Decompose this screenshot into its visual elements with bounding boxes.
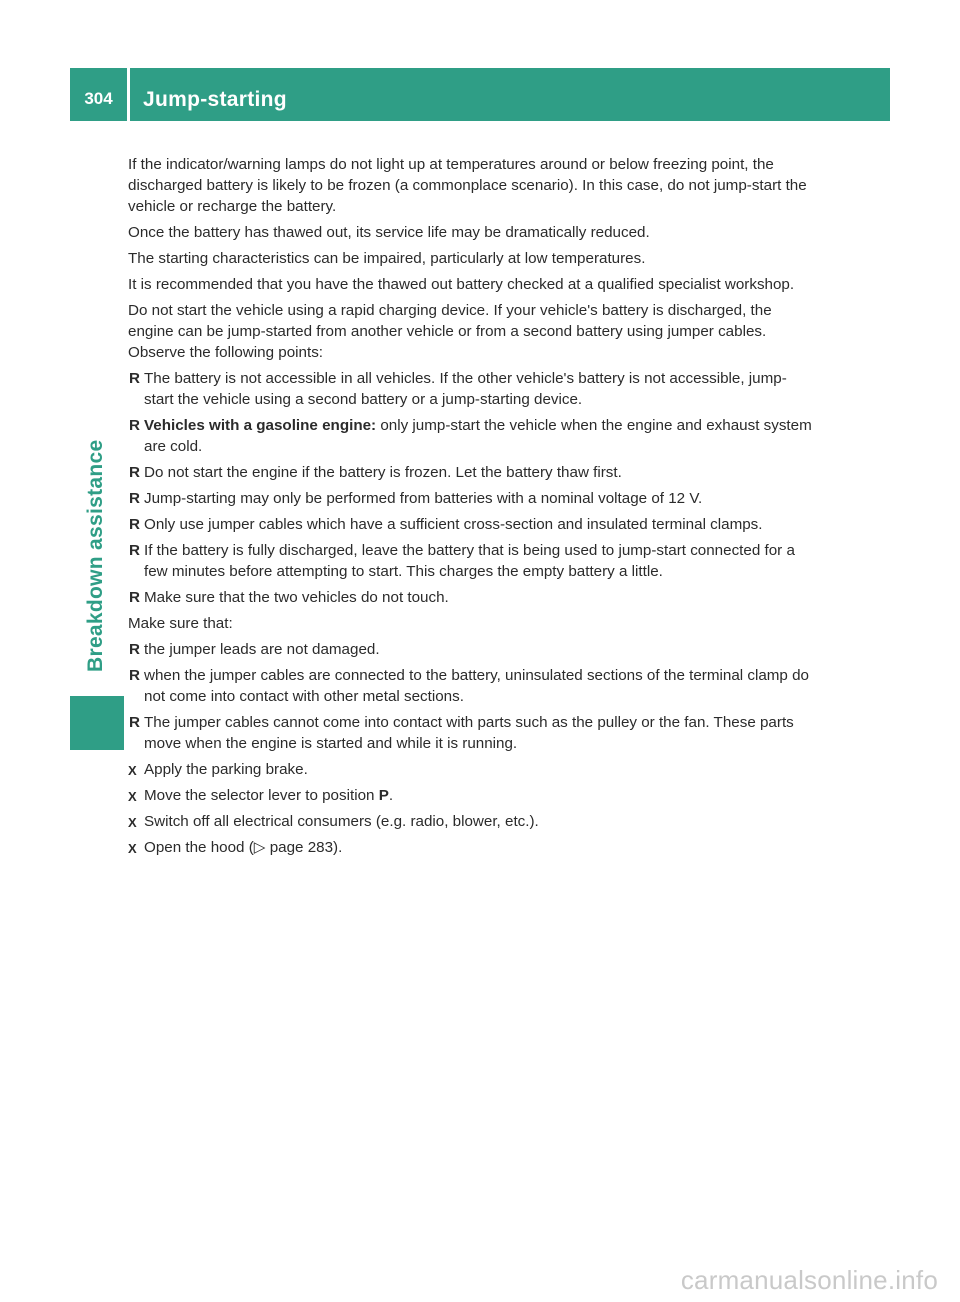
bullet-text: only jump-start the vehicle when the engine and exhaust system are cold.: [144, 417, 812, 455]
bullet-item: [128, 514, 814, 535]
header-divider: [127, 68, 130, 121]
bullet-item: [128, 587, 814, 608]
paragraph: Once the battery has thawed out, its service life may be dramatically reduced.: [128, 224, 650, 241]
bullet-text: Do not start the engine if the battery is frozen. Let the battery thaw first.: [144, 464, 622, 481]
bullet-text: Make sure that the two vehicles do not touch.: [144, 589, 449, 606]
page-reference-icon[interactable]: ▷: [253, 839, 266, 856]
bullet-marker: R: [129, 714, 140, 731]
bullet-item: [128, 415, 814, 457]
bullet-marker: R: [129, 542, 140, 559]
bullet-text: If the battery is fully discharged, leave the battery that is being used to jump-start connected for a few minutes before attempting to start. This charges the empty battery a little.: [144, 542, 795, 580]
bullet-item: [128, 639, 814, 660]
bullet-marker: R: [129, 589, 140, 606]
bullet-marker: R: [129, 464, 140, 481]
bullet-marker: R: [129, 516, 140, 533]
bullet-marker: R: [129, 490, 140, 507]
step-marker-icon: X: [128, 763, 137, 778]
bullet-marker: R: [129, 641, 140, 658]
step-text: Apply the parking brake.: [144, 761, 308, 778]
step-text: Switch off all electrical consumers (e.g. radio, blower, etc.).: [144, 813, 539, 830]
step-item: [128, 759, 814, 780]
bullet-text: The jumper cables cannot come into contact with parts such as the pulley or the fan. These parts move when the engine is started and while it is running.: [144, 714, 794, 752]
bullet-item: [128, 665, 814, 707]
watermark: carmanualsonline.info: [680, 1265, 938, 1295]
step-marker-icon: X: [128, 789, 137, 804]
header-bar: [70, 68, 890, 121]
paragraph: The starting characteristics can be impaired, particularly at low temperatures.: [128, 250, 646, 267]
paragraph: Do not start the vehicle using a rapid charging device. If your vehicle's battery is discharged, the engine can be jump-started from another vehicle or from a second battery using jumper cables. Observe the following points:: [128, 302, 772, 361]
step-text: Open the hood (: [144, 839, 254, 856]
bullet-marker: R: [129, 667, 140, 684]
subheading: Make sure that:: [128, 615, 233, 632]
bullet-text: the jumper leads are not damaged.: [144, 641, 380, 658]
paragraph: If the indicator/warning lamps do not light up at temperatures around or below freezing point, the discharged battery is likely to be frozen (a commonplace scenario). In this case, do not jump-start the vehicle or recharge the battery.: [128, 156, 807, 215]
bullet-text: Only use jumper cables which have a sufficient cross-section and insulated terminal clamps.: [144, 516, 763, 533]
bullet-bold-lead: Vehicles with a gasoline engine:: [144, 417, 377, 434]
bullet-item: [128, 712, 814, 754]
bullet-item: [128, 488, 814, 509]
side-tab-marker: [70, 696, 124, 750]
bullet-text: when the jumper cables are connected to the battery, uninsulated sections of the terminal clamp do not come into contact with other metal sections.: [144, 667, 809, 705]
step-item: [128, 811, 814, 832]
step-item: [128, 785, 814, 806]
step-text-end: .: [388, 787, 394, 804]
page-number: 304: [84, 88, 113, 108]
bullet-item: [128, 368, 814, 410]
step-marker-icon: X: [128, 815, 137, 830]
step-item: [128, 837, 814, 858]
bullet-item: [128, 462, 814, 483]
paragraph: It is recommended that you have the thawed out battery checked at a qualified specialist workshop.: [128, 276, 795, 293]
bullet-item: [128, 540, 814, 582]
bullet-text: Jump-starting may only be performed from batteries with a nominal voltage of 12 V.: [144, 490, 703, 507]
position-p: P: [378, 787, 389, 804]
content-body: [128, 154, 814, 863]
step-marker-icon: X: [128, 841, 137, 856]
step-text: Move the selector lever to position: [144, 787, 379, 804]
bullet-marker: R: [129, 417, 140, 434]
section-title: Jump-starting: [143, 88, 287, 111]
side-tab-label: Breakdown assistance: [84, 439, 107, 672]
bullet-text: The battery is not accessible in all vehicles. If the other vehicle's battery is not accessible, jump-start the vehicle using a second battery or a jump-starting device.: [144, 370, 787, 408]
bullet-marker: R: [129, 370, 140, 387]
page-reference-link[interactable]: page 283).: [265, 839, 343, 856]
